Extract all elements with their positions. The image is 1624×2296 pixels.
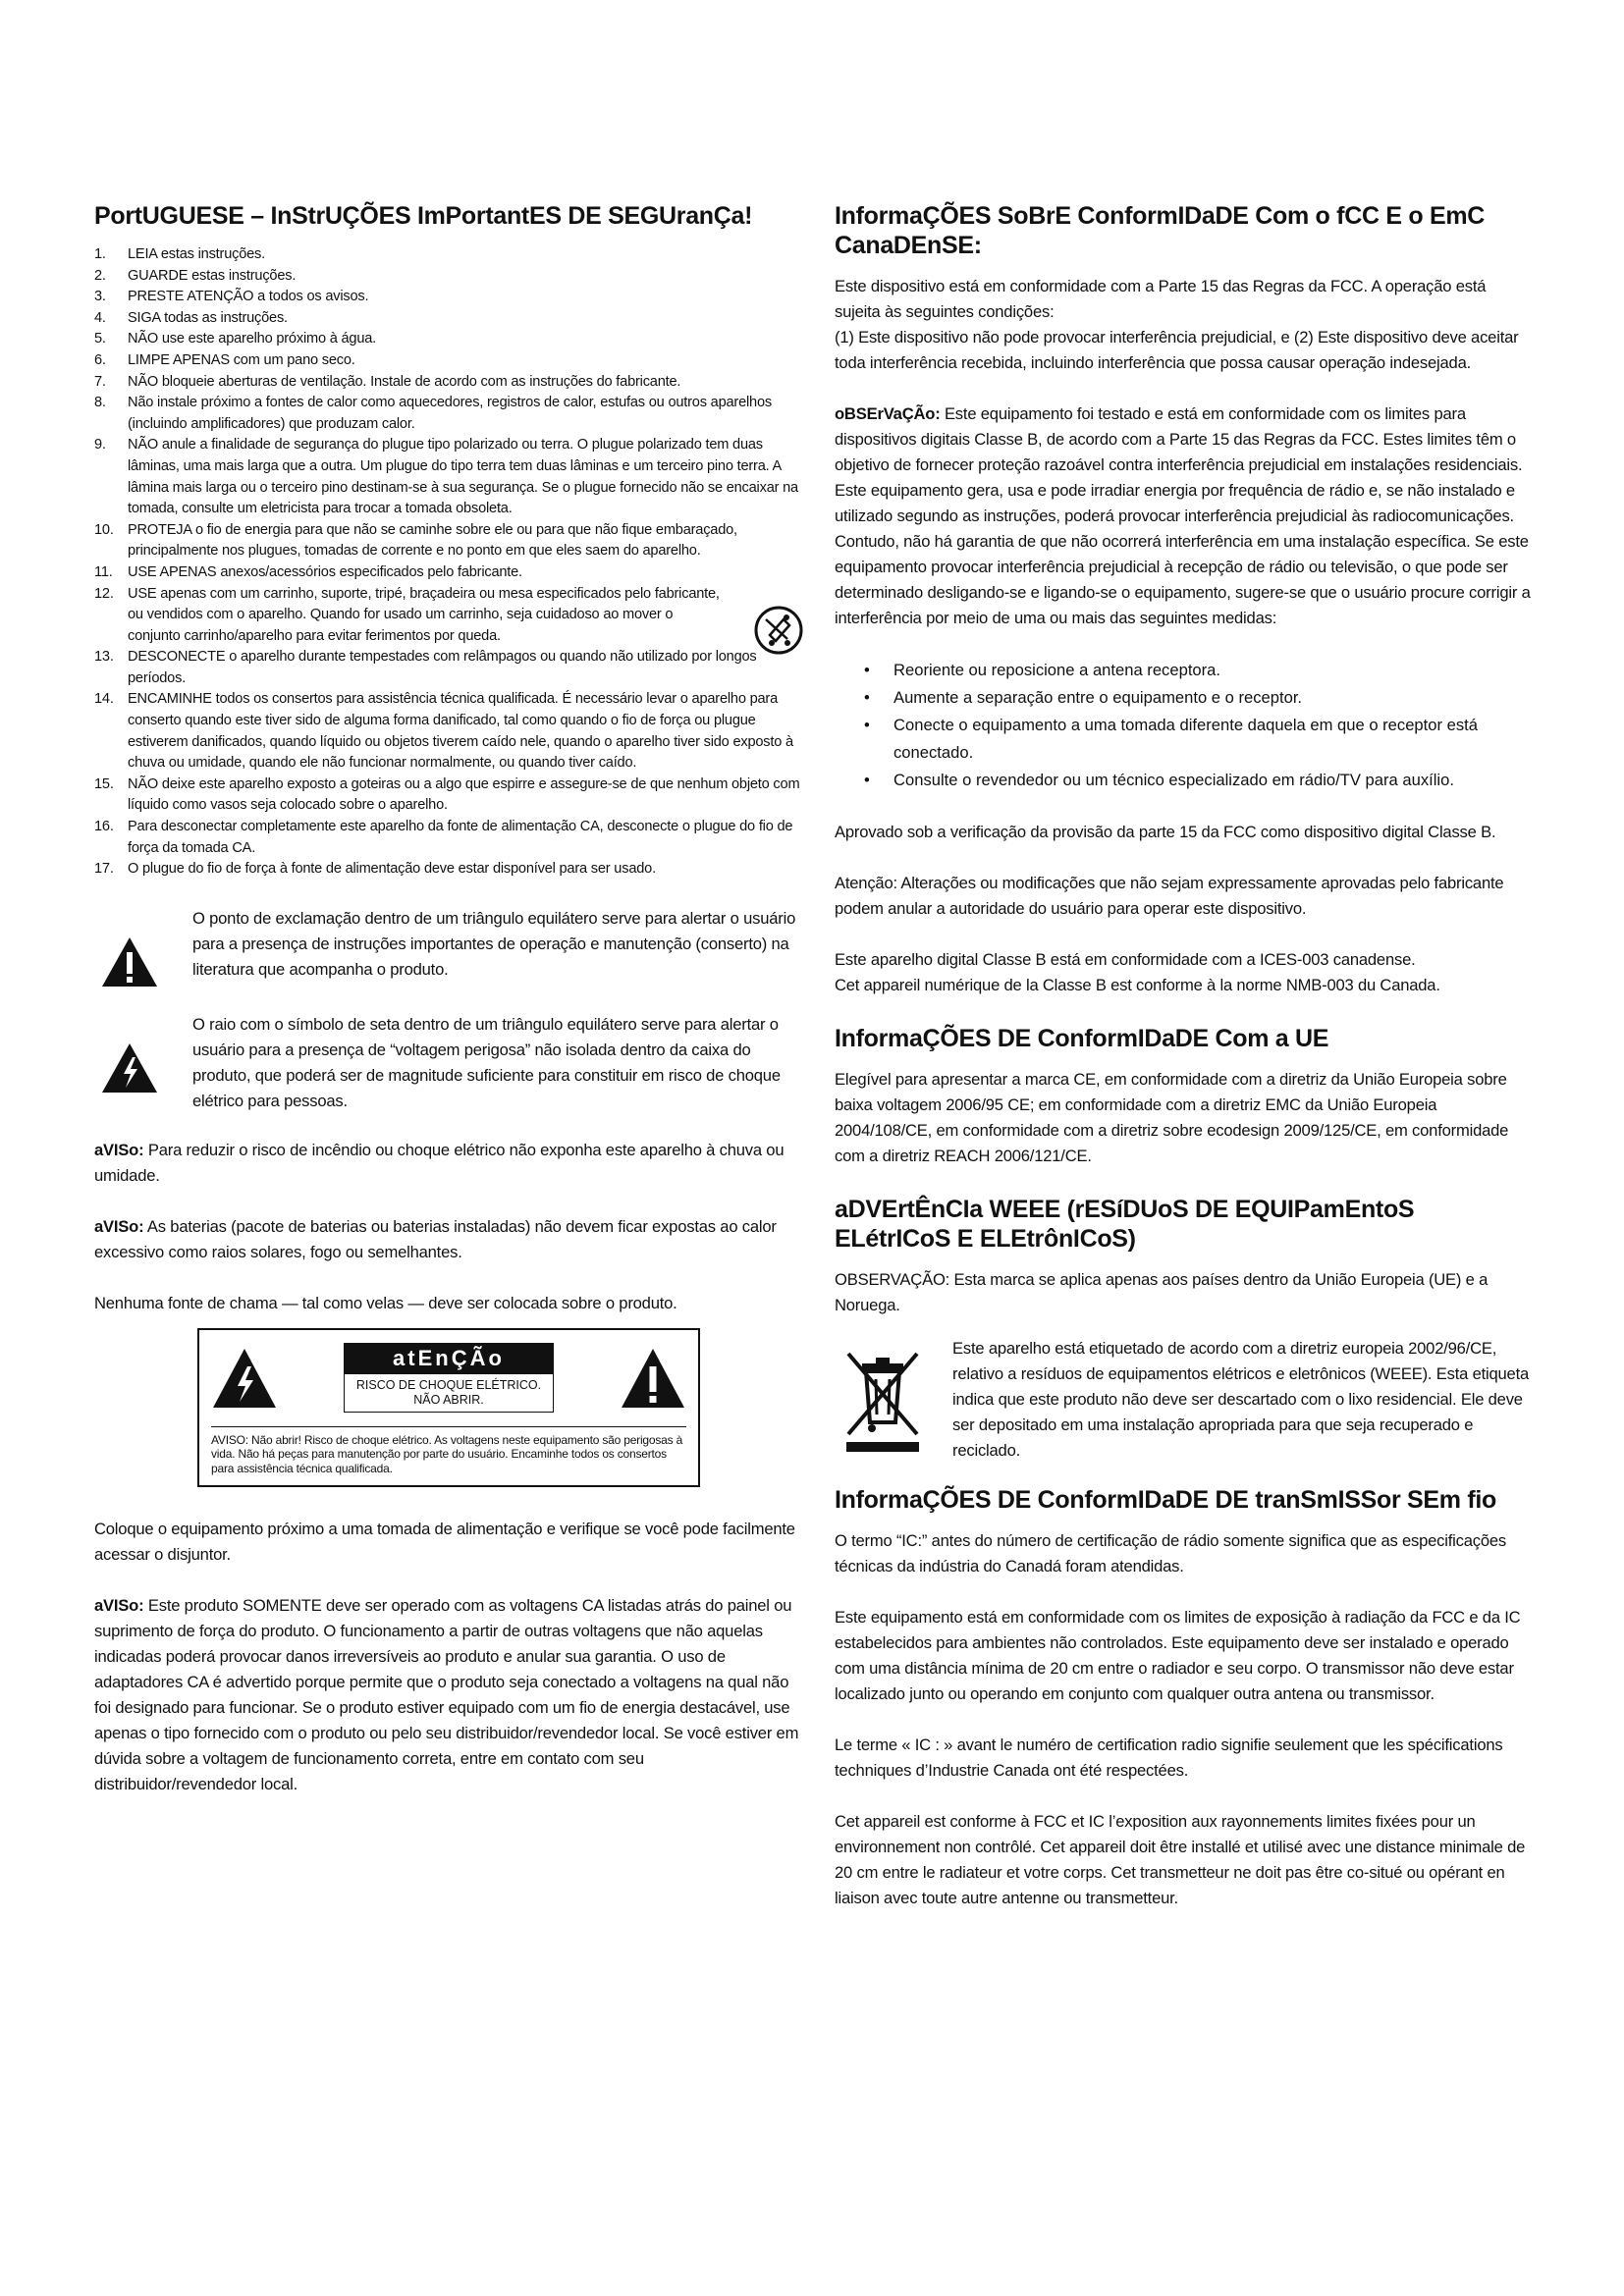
ic-fr-paragraph: Le terme « IC : » avant le numéro de certification radio signifie seulement que les spécifications techniques d’Industrie Canada ont été respectées. — [835, 1735, 1503, 1780]
aviso-voltage-paragraph: aVISo: Este produto SOMENTE deve ser operado com as voltagens CA listadas atrás do painel ou suprimento de força do produto. O funcionamento a partir de outras voltagens que não aquelas indicadas poderá provocar danos irreversíveis ao produto e anular sua garantia. O uso de adaptadores CA é advertido porque permite que o produto seja conectado a voltagens na qual não foi designado para funcionar. Se o produto estiver equipado com um fio de energia destacável, use apenas o tipo fornecido com o produto ou pelo seu distribuidor/revendedor local. Se você estiver em dúvida sobre a voltagem de funcionamento correta, entre em contato com seu distribuidor/revendedor local. — [94, 1596, 799, 1794]
list-item: 12. USE apenas com um carrinho, suporte, tripé, braçadeira ou mesa especificados pelo fabricante, ou vendidos com o aparelho. Quando for usado um carrinho, seja cuidadoso ao mover o conjunto carrinho/aparelho para evitar ferimentos por queda. — [94, 584, 803, 648]
list-item: 16. Para desconectar completamente este aparelho da fonte de alimentação CA, desconecte o plugue do fio de força da tomada CA. — [94, 819, 793, 856]
fcc-heading: InformaÇÕES SoBrE ConformIDaDE Com o fCC E o EmC CanaDEnSE: — [835, 202, 1486, 259]
caution-title: atEnÇÃo — [344, 1343, 554, 1374]
list-item: 17. O plugue do fio de força à fonte de alimentação deve estar disponível para ser usado. — [94, 861, 656, 878]
exclamation-text: O ponto de exclamação dentro de um triângulo equilátero serve para alertar o usuário para a presença de instruções importantes de operação e manutenção (conserto) na literatura que acompanha o produto. — [192, 908, 796, 979]
eu-heading: InformaÇÕES DE ConformIDaDE Com a UE — [835, 1025, 1329, 1052]
weee-notice — [835, 1336, 1534, 1464]
approved-paragraph: Aprovado sob a verificação da provisão da parte 15 da FCC como dispositivo digital Classe B. — [835, 823, 1496, 841]
list-item: 8. Não instale próximo a fontes de calor como aquecedores, registros de calor, estufas ou outros aparelhos (incluindo amplificadores) que produzam calor. — [94, 395, 772, 432]
ices-fr-line: Cet appareil numérique de la Classe B est conforme à la norme NMB-003 du Canada. — [835, 976, 1440, 994]
list-item: 6. LIMPE APENAS com um pano seco. — [94, 351, 355, 368]
list-item: 3. PRESTE ATENÇÃO a todos os avisos. — [94, 289, 369, 305]
exclamation-triangle-icon — [100, 935, 159, 988]
caution-subtitle: RISCO DE CHOQUE ELÉTRICO. NÃO ABRIR. — [344, 1374, 554, 1413]
exclamation-triangle-icon — [620, 1347, 686, 1410]
lightning-text: O raio com o símbolo de seta dentro de um triângulo equilátero serve para alertar o usuário para a presença de “voltagem perigosa” não isolada dentro da caixa do produto, que poderá ser de magnitude suficiente para constituir em risco de choque elétrico para pessoas. — [192, 1014, 781, 1110]
wireless-heading: InformaÇÕES DE ConformIDaDE DE tranSmISSor SEm fio — [835, 1486, 1496, 1514]
ic-pt-paragraph: O termo “IC:” antes do número de certificação de rádio somente significa que as especificações técnicas da indústria do Canadá foram atendidas. — [835, 1531, 1507, 1575]
list-item: 13. DESCONECTE o aparelho durante tempestades com relâmpagos ou quando não utilizado por longos períodos. — [94, 649, 757, 686]
list-item: 14. ENCAMINHE todos os consertos para assistência técnica qualificada. É necessário levar o aparelho para conserto quando este tiver sido de alguma forma danificado, tal como quando o fio de força ou plugue estiverem danificados, quando líquido ou objetos tiverem caído nele, quando o aparelho tiver sido exposto à chuva ou umidade, quando ele não funcionar normalmente, ou quando tiver caído. — [94, 691, 793, 772]
list-item: 11. USE APENAS anexos/acessórios especificados pelo fabricante. — [94, 563, 522, 580]
lightning-triangle-icon — [211, 1347, 278, 1410]
weee-heading: aDVErtÊnCIa WEEE (rESíDUoS DE EQUIPamEntoS ELétrICoS E ELEtrônICoS) — [835, 1196, 1415, 1253]
fcc-paragraph: Este dispositivo está em conformidade com a Parte 15 das Regras da FCC. A operação está sujeita às seguintes condições: — [835, 277, 1487, 321]
list-item: 1. LEIA estas instruções. — [94, 246, 265, 262]
flame-paragraph: Nenhuma fonte de chama — tal como velas — deve ser colocada sobre o produto. — [94, 1293, 677, 1312]
safety-instructions-list — [94, 244, 803, 881]
right-column — [835, 201, 1534, 1937]
list-item: 7. NÃO bloqueie aberturas de ventilação. Instale de acordo com as instruções do fabricante. — [94, 373, 681, 390]
fcc-conditions: (1) Este dispositivo não pode provocar interferência prejudicial, e (2) Este dispositivo deve aceitar toda interferência recebida, incluindo interferência que possa causar operação indesejada. — [835, 328, 1519, 372]
lightning-triangle-icon — [100, 1041, 159, 1095]
list-item: 9. NÃO anule a finalidade de segurança do plugue tipo polarizado ou terra. O plugue polarizado tem duas lâminas, uma mais larga que a outra. Um plugue do tipo terra tem duas lâminas e um terceiro pino terra. A lâmina mais larga ou o terceiro pino destinam-se à sua segurança. Se o plugue fornecido não se encaixar na tomada, consulte um eletricista para trocar a tomada obsoleta. — [94, 437, 798, 517]
list-item: • Aumente a separação entre o equipamento e o receptor. — [864, 684, 1534, 712]
caution-text: AVISO: Não abrir! Risco de choque elétrico. As voltagens neste equipamento são perigosas à vida. Não há peças para manutenção por parte do usuário. Encaminhe todos os consertos para assistência técnica qualificada. — [211, 1432, 683, 1475]
eu-paragraph: Elegível para apresentar a marca CE, em conformidade com a diretriz da União Europeia sobre baixa voltagem 2006/95 CE; em conformidade com a diretriz EMC da União Europeia 2004/108/CE, em conformidade com a diretriz sobre ecodesign 2009/125/CE, em conformidade com a diretriz REACH 2006/121/CE. — [835, 1070, 1509, 1165]
observation-paragraph: oBSErVaÇÃo: Este equipamento foi testado e está em conformidade com os limites para dispositivos digitais Classe B, de acordo com a Parte 15 das Regras da FCC. Estes limites têm o objetivo de fornecer proteção razoável contra interferência prejudicial em instalações residenciais. Este equipamento gera, usa e pode irradiar energia por frequência de rádio e, se não instalado e utilizado segundo as instruções, poderá provocar interferência prejudicial às radiocomunicações. Contudo, não há garantia de que não ocorrerá interferência em uma instalação específica. Se este equipamento provocar interferência prejudicial à recepção de rádio ou televisão, o que pode ser determinado desligando-se e ligando-se o equipamento, sugere-se que o usuário procure corrigir a interferência por meio de uma ou mais das seguintes medidas: — [835, 404, 1531, 627]
list-item: 4. SIGA todas as instruções. — [94, 309, 288, 326]
placement-paragraph: Coloque o equipamento próximo a uma tomada de alimentação e verifique se você pode facilmente acessar o disjuntor. — [94, 1520, 795, 1565]
weee-note: OBSERVAÇÃO: Esta marca se aplica apenas aos países dentro da União Europeia (UE) e a Noruega. — [835, 1270, 1489, 1314]
list-item: • Consulte o revendedor ou um técnico especializado em rádio/TV para auxílio. — [864, 767, 1534, 794]
lightning-notice — [94, 1012, 803, 1114]
list-item: • Reoriente ou reposicione a antena receptora. — [864, 657, 1534, 684]
crossed-bin-icon — [840, 1350, 925, 1454]
exposure-fr-paragraph: Cet appareil est conforme à FCC et IC l’exposition aux rayonnements limites fixées pour un environnement non contrôlé. Cet appareil doit être installé et utilisé avec une distance minimale de 20 cm entre le radiateur et votre corps. Cet transmetteur ne doit pas être co-situé ou opérant en liaison avec toute autre antenne ou transmetteur. — [835, 1812, 1526, 1907]
attention-paragraph: Atenção: Alterações ou modificações que não sejam expressamente aprovadas pelo fabricante podem anular a autoridade do usuário para operar este dispositivo. — [835, 874, 1504, 918]
list-item: 2. GUARDE estas instruções. — [94, 267, 297, 284]
list-item: 10. PROTEJA o fio de energia para que não se caminhe sobre ele ou para que não fique embaraçado, principalmente nos plugues, tomadas de corrente e no ponto em que eles saem do aparelho. — [94, 521, 737, 560]
safety-heading: PortUGUESE – InStrUÇÕES ImPortantES DE SEGUranÇa! — [94, 202, 753, 230]
aviso-battery-paragraph: aVISo: As baterias (pacote de baterias ou baterias instaladas) não devem ficar expostas ao calor excessivo como raios solares, fogo ou semelhantes. — [94, 1216, 777, 1261]
measures-list — [835, 657, 1534, 794]
exclamation-notice — [94, 906, 803, 988]
caution-label — [197, 1328, 700, 1488]
aviso-rain-paragraph: aVISo: Para reduzir o risco de incêndio ou choque elétrico não exponha este aparelho à chuva ou umidade. — [94, 1140, 785, 1185]
left-column — [94, 201, 803, 1823]
ices-pt-line: Este aparelho digital Classe B está em conformidade com a ICES-003 canadense. — [835, 950, 1416, 969]
list-item: 5. NÃO use este aparelho próximo à água. — [94, 331, 377, 347]
exposure-pt-paragraph: Este equipamento está em conformidade com os limites de exposição à radiação da FCC e da IC estabelecidos para ambientes não controlados. Este equipamento deve ser instalado e operado com uma distância mínima de 20 cm entre o radiador e seu corpo. O transmissor não deve estar localizado junto ou operando em conjunto com qualquer outra antena ou transmissor. — [835, 1608, 1521, 1703]
list-item: 15. NÃO deixe este aparelho exposto a goteiras ou a algo que espirre e assegure-se de que nenhum objeto com líquido como vasos seja colocado sobre o aparelho. — [94, 775, 800, 814]
list-item: • Conecte o equipamento a uma tomada diferente daquela em que o receptor está conectado. — [864, 712, 1534, 767]
weee-text: Este aparelho está etiquetado de acordo com a diretriz europeia 2002/96/CE, relativo a resíduos de equipamentos elétricos e eletrônicos (WEEE). Esta etiqueta indica que este produto não deve ser descartado com o lixo residencial. Ele deve ser depositado em uma instalação apropriada para que seja recuperado e reciclado. — [952, 1339, 1530, 1460]
